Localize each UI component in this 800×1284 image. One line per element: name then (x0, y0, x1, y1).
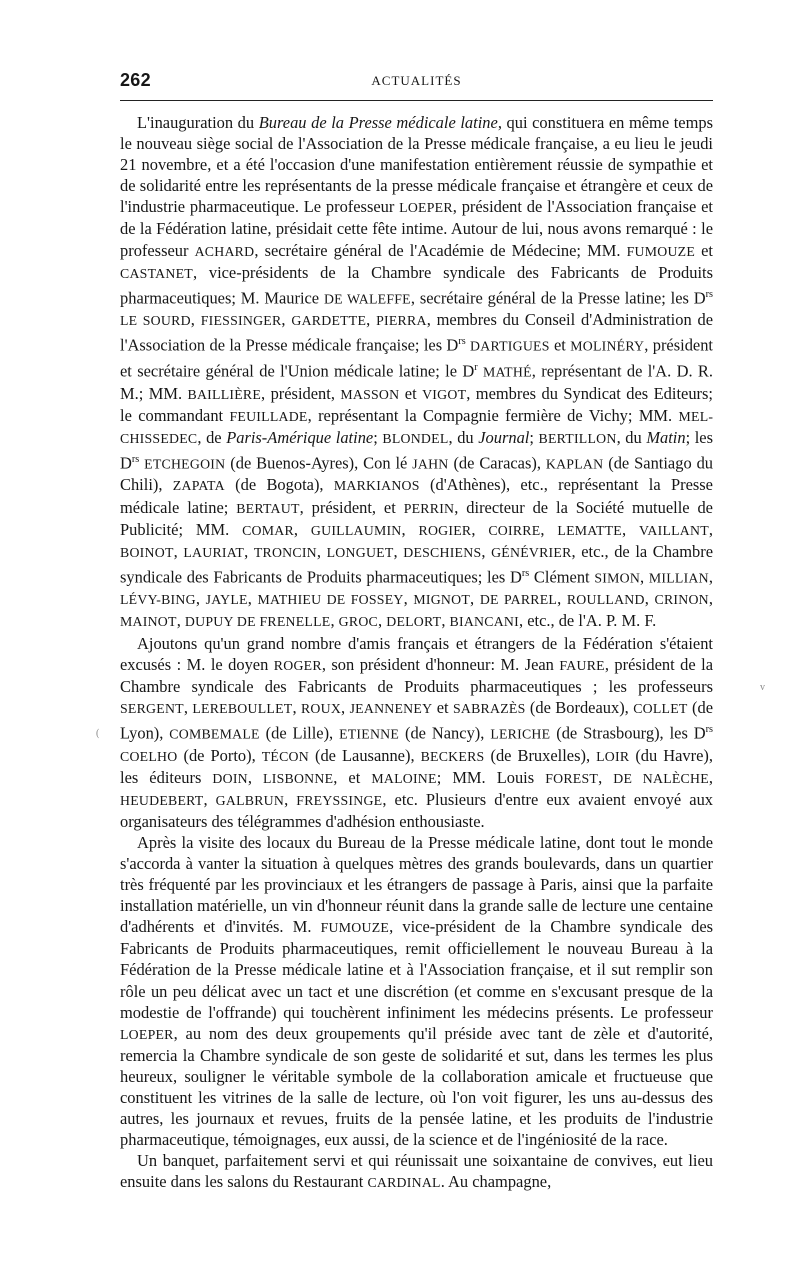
person-name: KAPLAN (545, 456, 604, 472)
text-run: ; (373, 427, 383, 447)
person-name: ZAPATA (172, 478, 225, 494)
person-name: LOEPER (399, 200, 453, 216)
person-name: MOLINÉRY (570, 338, 645, 354)
text-run: , (183, 697, 193, 717)
text-run: , (401, 519, 419, 539)
italic-text: Journal (478, 427, 530, 447)
text-run: , (557, 589, 567, 609)
person-name: COIRRE (488, 522, 541, 538)
person-name: LISBONNE (263, 770, 334, 786)
superscript: rs (705, 288, 713, 300)
text-run: , et (333, 767, 372, 787)
text-run: ; les D (120, 427, 713, 473)
person-name: ROULLAND (566, 592, 645, 608)
text-run: et (399, 383, 423, 403)
person-name: LEREBOULLET (192, 700, 293, 716)
text-run: , qui constituera en même temps le nouveau siège social de l'Association de la Presse médicale française, a eu lieu le jeudi 21 novembre, et a été l'occasion d'une manifestation entièrement réussie de sympathie et de solidarité entre les représentants de la presse médicale française et étrangère et ceux de l'industrie pharmaceutique. Le professeur (120, 113, 713, 217)
person-name: LE SOURD (120, 313, 191, 329)
person-name: DESCHIENS (403, 544, 482, 560)
person-name: DE PARREL (479, 592, 558, 608)
text-run: , membres du Conseil d'Administration de l'Association de la Presse médicale française; les D (120, 310, 714, 355)
person-name: SIMON (594, 570, 641, 586)
paragraph-2 (120, 633, 713, 832)
person-name: MATHÉ (482, 364, 532, 380)
text-run: , (316, 541, 327, 561)
text-run: (de Bogota), (224, 475, 334, 495)
person-name: BECKERS (420, 748, 485, 764)
person-name: DUPUY DE FRENELLE (184, 614, 331, 630)
person-name: VAILLANT (638, 522, 709, 538)
text-run: , président, et (299, 497, 404, 517)
person-name: ETCHEGOIN (144, 456, 226, 472)
person-name: GARDETTE (291, 313, 367, 329)
text-run: , (640, 567, 649, 587)
text-run: , (281, 310, 292, 330)
person-name: DE NALÈCHE (613, 770, 709, 786)
text-run: , (330, 611, 339, 631)
text-run: , de (197, 427, 227, 447)
person-name: FEUILLADE (229, 408, 308, 424)
person-name: CARDINAL (367, 1175, 441, 1191)
text-run: , (366, 310, 377, 330)
text-run: , représentant la Compagnie fermière de Vichy; MM. (307, 405, 679, 425)
text-run: , (471, 519, 489, 539)
person-name: MARKIANOS (333, 478, 420, 494)
text-run: , (470, 589, 480, 609)
superscript: rs (131, 453, 140, 465)
person-name: MILLIAN (648, 570, 709, 586)
text-run: et (549, 335, 571, 355)
text-run: , secrétaire général de la Presse latine; les D (410, 288, 706, 308)
text-run: Après la visite des locaux du Bureau de la Presse médicale latine, dont tout le monde s'accorda à vanter la situation à quelques mètres des grands boulevards, dans un quartier très fréquenté par les provinciaux et les étrangers de passage à Paris, ainsi que la parfaite installation matérielle, un vin d'honneur réunit dans la grande salle de lecture une centaine d'adhérents et d'invités. M. (120, 832, 713, 937)
person-name: ROUX (300, 700, 342, 716)
person-name: MAINOT (120, 614, 177, 630)
person-name: COLLET (633, 700, 688, 716)
person-name: TRONCIN (253, 544, 317, 560)
text-run: (de Bordeaux), (525, 697, 634, 717)
text-run: et (695, 240, 713, 260)
italic-text: Paris-Amérique latine (226, 427, 374, 447)
page-number: 262 (120, 70, 151, 90)
text-run: , membres du Syndicat des Editeurs; le commandant (120, 383, 713, 425)
text-run: , président, (261, 383, 341, 403)
person-name: DE WALEFFE (323, 291, 411, 307)
person-name: SABRAZÈS (452, 700, 526, 716)
text-run: , (481, 541, 492, 561)
article-body (120, 112, 713, 1194)
person-name: BERTAUT (236, 500, 300, 516)
text-run: ; MM. Louis (436, 767, 546, 787)
text-run: ; (529, 427, 539, 447)
person-name: LOEPER (120, 1026, 174, 1042)
text-run: , (393, 541, 404, 561)
text-run: (de Lausanne), (308, 745, 421, 765)
person-name: LÉVY-BING (120, 592, 196, 608)
person-name: CRINON (654, 592, 709, 608)
person-name: LERICHE (490, 726, 551, 742)
paragraph-4 (120, 1150, 713, 1193)
text-run: , (247, 589, 258, 609)
text-run: , président de la Chambre syndicale des Fabricants de Produits pharmaceutiques ; les professeurs (120, 654, 713, 696)
text-run: , vice-présidents de la Chambre syndicale des Fabricants de Produits pharmaceutiques; M. Maurice (120, 262, 713, 308)
text-run: , (195, 589, 206, 609)
text-run: , etc., de l'A. P. M. F. (519, 611, 657, 631)
person-name: LEMATTE (557, 522, 622, 538)
person-name: FIESSINGER (200, 313, 282, 329)
text-run: Un banquet, parfaitement servi et qui réunissait une soixantaine de convives, eut lieu ensuite dans les salons du Restaurant (120, 1151, 713, 1192)
person-name: MIGNOT (413, 592, 471, 608)
superscript: rs (521, 567, 530, 579)
text-run: , du (448, 427, 479, 447)
margin-mark-left: ( (96, 728, 100, 739)
text-run: (de Buenos-Ayres), Con lé (225, 453, 413, 473)
person-name: DOIN (212, 770, 248, 786)
text-run: , (708, 589, 713, 609)
person-name: VIGOT (422, 386, 467, 402)
person-name: TÉCON (261, 748, 309, 764)
running-title: ACTUALITÉS (371, 73, 462, 88)
margin-mark: v (760, 682, 765, 693)
person-name: JEANNENEY (349, 700, 433, 716)
text-run: , (190, 310, 201, 330)
person-name: DELORT (386, 614, 442, 630)
text-run: , (441, 611, 450, 631)
person-name: DARTIGUES (470, 338, 550, 354)
text-run: (de Porto), (177, 745, 262, 765)
text-run: , (341, 697, 350, 717)
superscript: rs (458, 336, 466, 348)
person-name: BIANCANI (449, 614, 519, 630)
text-run: , (284, 789, 297, 809)
text-run: , (598, 767, 614, 787)
person-name: FAURE (559, 657, 605, 673)
text-run: (de Bruxelles), (484, 745, 597, 765)
text-run: , au nom des deux groupements qu'il préside avec tant de zèle et d'autorité, remercia la Chambre syndicale de son geste de solidarité et sut, dans les termes les plus heureux, souligner le véritable symbole de la collaboration amicale et fructueuse que constituent les vitrines de la salle de lecture, où l'on voit figurer, les uns au-dessus des autres, les journaux et revues, fruits de la pensée latine, et les produits de l'industrie pharmaceutique, témoignages, eux aussi, de la science et de l'ingéniosité de la race. (120, 1023, 713, 1150)
text-run: , (293, 519, 311, 539)
paragraph-1 (120, 112, 713, 633)
text-run: , secrétaire général de l'Académie de Médecine; MM. (254, 240, 627, 260)
superscript: rs (705, 723, 713, 735)
person-name: COMBEMALE (169, 726, 260, 742)
person-name: LONGUET (326, 544, 394, 560)
text-run: , vice-président de la Chambre syndicale des Fabricants de Produits pharmaceutiques, remit officiellement le nouveau Bureau à la Fédération de la Presse médicale latine et à l'Association française, et il sut remplir son rôle un peu délicat avec un tact et une discrétion (et comme en s'excusant presque de la modestie de l'offrande) qui touchèrent infiniment les médecins présents. Le professeur (120, 917, 714, 1022)
person-name: FREYSSINGE (296, 792, 383, 808)
person-name: GROC (338, 614, 379, 630)
page-header (120, 64, 713, 101)
person-name: MELCHISSEDEC (120, 408, 713, 446)
text-run: (de Santiago du Chili), (120, 453, 714, 495)
text-run: (de Caracas), (448, 453, 546, 473)
person-name: CASTANET (120, 265, 193, 281)
text-run: , (247, 767, 264, 787)
superscript: r (474, 362, 478, 373)
text-run: , président de l'Association française et de la Fédération latine, présidait cette fête intime. Autour de lui, nous avons remarqué : le professeur (120, 197, 713, 260)
text-run: , représentant de l'A. D. R. M.; MM. (120, 361, 713, 403)
text-run: , (203, 789, 216, 809)
text-run: et (432, 697, 453, 717)
text-run: , son président d'honneur: M. Jean (321, 654, 560, 674)
person-name: BOINOT (120, 544, 174, 560)
person-name: BLONDEL (382, 430, 449, 446)
text-run: Clément (529, 567, 595, 587)
italic-text: Matin (646, 427, 686, 447)
text-run: , du (616, 427, 647, 447)
person-name: PIERRA (376, 313, 427, 329)
text-run: (d'Athènes), etc., représentant la Presse médicale latine; (120, 475, 713, 517)
person-name: LAURIAT (183, 544, 245, 560)
person-name: COELHO (120, 748, 178, 764)
text-run: (de Nancy), (399, 723, 491, 743)
text-run: , directeur de la Société mutuelle de Publicité; MM. (120, 497, 713, 539)
person-name: PERRIN (403, 500, 455, 516)
text-run: (de Lille), (259, 723, 340, 743)
person-name: ACHARD (194, 243, 255, 259)
person-name: LOIR (596, 748, 630, 764)
person-name: FUMOUZE (626, 243, 696, 259)
person-name: BERTILLON (538, 430, 617, 446)
text-run: (de Lyon), (120, 697, 713, 743)
text-run: , (292, 697, 301, 717)
text-run: , (644, 589, 655, 609)
text-run: , (176, 611, 185, 631)
text-run: , (708, 767, 713, 787)
person-name: BAILLIÈRE (187, 386, 262, 402)
person-name: SERGENT (120, 700, 184, 716)
italic-text: Bureau de la Presse médicale latine (258, 113, 498, 132)
person-name: MASSON (340, 386, 400, 402)
person-name: MALOINE (371, 770, 437, 786)
text-run: , (708, 519, 714, 539)
person-name: HEUDEBERT (120, 792, 204, 808)
text-run: (de Strasbourg), les D (550, 723, 706, 743)
text-run: , etc. Plusieurs d'entre eux avaient envoyé aux organisateurs des télégrammes d'adhésion enthousiaste. (120, 789, 714, 831)
text-run: , etc., de la Chambre syndicale des Fabricants de Produits pharmaceutiques; les D (120, 541, 714, 587)
text-run: , (244, 541, 254, 561)
text-run: , (173, 541, 184, 561)
person-name: FOREST (545, 770, 599, 786)
person-name: JAYLE (205, 592, 248, 608)
person-name: ROGER (273, 657, 322, 673)
person-name: ETIENNE (339, 726, 400, 742)
person-name: GALBRUN (215, 792, 285, 808)
text-run: L'inauguration du (137, 113, 259, 132)
person-name: JAHN (412, 456, 449, 472)
text-run: . Au champagne, (440, 1172, 552, 1192)
text-run: Ajoutons qu'un grand nombre d'amis français et étrangers de la Fédération s'étaient excusés : M. le doyen (120, 633, 713, 674)
text-run: (du Havre), les éditeurs (120, 745, 713, 787)
text-run: , (621, 519, 639, 539)
person-name: COMAR (242, 522, 294, 538)
text-run: , (540, 519, 558, 539)
text-run: , (378, 611, 387, 631)
person-name: ROGIER (418, 522, 472, 538)
person-name: GUILLAUMIN (310, 522, 402, 538)
text-run: , (708, 567, 713, 587)
person-name: MATHIEU DE FOSSEY (257, 592, 404, 608)
paragraph-3 (120, 832, 713, 1150)
text-run: , président et secrétaire général de l'Union médicale latine; le D (120, 335, 713, 381)
person-name: GÉNÉVRIER (491, 544, 572, 560)
person-name: FUMOUZE (320, 920, 390, 936)
text-run: , (403, 589, 414, 609)
